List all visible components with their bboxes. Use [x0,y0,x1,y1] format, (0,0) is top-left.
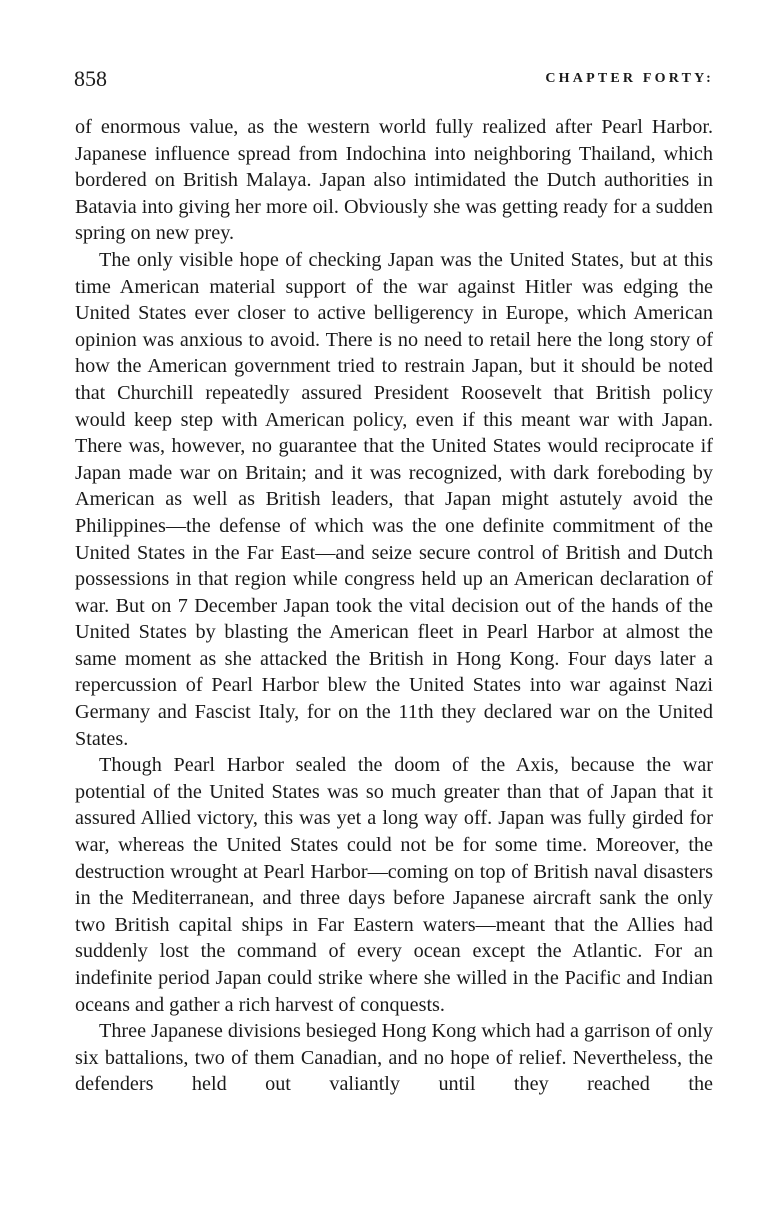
running-head: CHAPTER FORTY: [545,71,714,86]
page-header [74,66,714,96]
body-text [75,114,713,1098]
page-number: 858 [74,66,107,91]
paragraph: Three Japanese divisions besieged Hong Kong which had a garrison of only six battalions, two of them Canadian, and no hope of relief. Nevertheless, the defenders held out valiantly until they reached the [75,1020,713,1096]
paragraph: Though Pearl Harbor sealed the doom of the Axis, because the war potential of the United States was so much greater than that of Japan that it assured Allied victory, this was yet a long way off. Japan was fully girded for war, whereas the United States could not be for some time. Moreover, the destruction wrought at Pearl Harbor—coming on top of British naval disasters in the Mediterranean, and three days before Japanese aircraft sank the only two British capital ships in Far Eastern waters—meant that the Allies had suddenly lost the command of every ocean except the Atlantic. For an indefinite period Japan could strike where she willed in the Pacific and Indian oceans and gather a rich harvest of conquests. [75,754,713,1016]
paragraph: The only visible hope of checking Japan was the United States, but at this time American material support of the war against Hitler was edging the United States ever closer to active belligerency in Europe, which American opinion was anxious to avoid. There is no need to retail here the long story of how the American government tried to restrain Japan, but it should be noted that Churchill repeatedly assured President Roosevelt that British policy would keep step with American policy, even if this meant war with Japan. There was, however, no guarantee that the United States would reciprocate if Japan made war on Britain; and it was recognized, with dark foreboding by American as well as British leaders, that Japan might astutely avoid the Philippines—the defense of which was the one definite commitment of the United States in the Far East—and seize secure control of British and Dutch possessions in that region while congress held up an American declaration of war. But on 7 December Japan took the vital decision out of the hands of the United States by blasting the American fleet in Pearl Harbor at almost the same moment as she attacked the British in Hong Kong. Four days later a repercussion of Pearl Harbor blew the United States into war against Nazi Germany and Fascist Italy, for on the 11th they declared war on the United States. [75,248,713,750]
paragraph: of enormous value, as the western world fully realized after Pearl Harbor. Japanese influence spread from Indochina into neighboring Thailand, which bordered on British Malaya. Japan also intimidated the Dutch authorities in Batavia into giving her more oil. Obviously she was getting ready for a sudden spring on new prey. [75,116,713,245]
